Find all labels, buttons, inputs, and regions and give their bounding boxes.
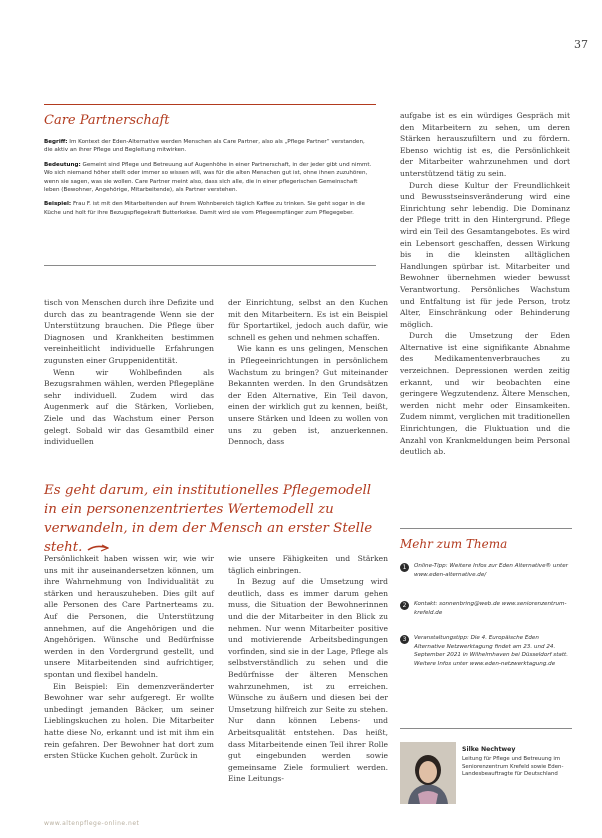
pullquote xyxy=(44,481,384,557)
glossary-entry-begriff: Begriff: Im Kontext der Eden-Alternative werden Menschen als Care Partner, also als „Pflege Partner“ verstanden, die aktiv an ihrer Pflege und Begleitung mitwirken. xyxy=(44,139,365,154)
sidebar-item-online-tipp xyxy=(400,562,570,579)
body-column-2 xyxy=(228,297,388,448)
pullquote-text: Es geht darum, ein institutionelles Pflegemodell in ein personenzentriertes Wertemodell zu verwandeln, in dem der Mensch an erster Stelle steht. xyxy=(44,483,373,555)
glossary-entry-bedeutung: Bedeutung: Gemeint sind Pflege und Betreuung auf Augenhöhe in einer Partnerschaft, in der jeder gibt und nimmt. Wo sich niemand höher stellt oder immer so wissen will, was für die alten Menschen gut ist, ohne ihnen zuzuhören, wenn sie sagen, was sie wollen. Care Partner meint also, dass sich alle, die in einer pflegerischen Gemeinschaft leben (Bewohner, Angehörige, Mitarbeitende), als Partner verstehen. xyxy=(44,161,372,194)
body-paragraph: Wenn wir Wohlbefinden als Bezugsrahmen wählen, werden Pflegepläne sehr individuell. Zudem wird das Augenmerk auf die Stärken, Vorlieben, Ziele und das Wachstum einer Person gelegt. Sobald wir das Gesamtbild einer individuellen xyxy=(44,367,214,447)
body-paragraph: tisch von Menschen durch ihre Defizite und durch das zu beantragende Wenn sie der Unterstützung brauchen. Die Pflege über Diagnosen und Krankheiten bestimmen vereinheitlicht individuelle Erfahrungen zugunsten einer Gruppenidentität. xyxy=(44,298,214,365)
author-role: Leitung für Pflege und Betreuung im Seniorenzentrum Krefeld sowie Eden-Landesbeauftragte für Deutschland xyxy=(462,756,564,778)
lower-column-1 xyxy=(44,553,214,762)
author-name: Silke Nechtwey xyxy=(462,746,516,753)
swoosh-icon xyxy=(87,543,109,553)
page-number: 37 xyxy=(574,38,588,51)
sidebar-item-text: Veranstaltungstipp: Die 4. Europäische Eden Alternative Netzwerktagung findet am 23. und 24. September 2021 in Wilhelmhaven bei Düsseldorf statt. Weitere Infos unter www.eden-netzwerktagung.de xyxy=(414,635,568,667)
footer-url: www.altenpflege-online.net xyxy=(44,820,140,827)
body-paragraph: der Einrichtung, selbst an den Kuchen mit den Mitarbeitern. Es ist ein Beispiel für Sportartikel, jedoch auch dafür, wie schnell es gehen und nehmen schaffen. xyxy=(228,298,388,342)
body-paragraph: Wie kann es uns gelingen, Menschen in Pflegeeinrichtungen in persönlichem Wachstum zu bringen? Gut miteinander Bekannten werden. In den Grundsätzen der Eden Alternative, Ein Teil davon, einen der wirklich gut zu kennen, beißt, unsere Stärken und Ideen zu wollen von uns zu geben ist, anzuerkennen. Dennoch, dass xyxy=(228,344,388,447)
portrait-icon xyxy=(400,742,456,804)
sidebar-item-text: Online-Tipp: Weitere Infos zur Eden Alternative® unter www.eden-alternative.de/ xyxy=(414,563,568,578)
body-paragraph: Durch die Umsetzung der Eden Alternative ist eine signifikante Abnahme des Medikamentenverbrauches zu verzeichnen. Depressionen werden zeitig erkannt, und wir beobachten eine geringere Wegzutendenz. Ältere Menschen, werden nicht mehr oder Einsamkeiten. Zudem nimmt, verglichen mit traditionellen Einrichtungen, die Fluktuation und die Anzahl von Krankmeldungen beim Personal deutlich ab. xyxy=(400,331,570,457)
number-badge-icon: 1 xyxy=(400,563,409,572)
care-box-top-rule xyxy=(44,104,376,105)
body-paragraph: Persönlichkeit haben wissen wir, wie wir uns mit ihr auseinandersetzen können, um ihre Wahrnehmung von Individualität zu stärken und herauszuheben. Dies gilt auf alle Personen des Care Partnerteams zu. Auf die Personen, die Unterstützung annehmen, auf die Angehörigen und die Angehörigen. Wünsche und Bedürfnisse werden in den Vordergrund gestellt, und unsere Mitarbeitenden sind aufrichtiger, spontan und flexibel handeln. xyxy=(44,554,214,679)
body-paragraph: In Bezug auf die Umsetzung wird deutlich, dass es immer darum gehen muss, die Situation der Bewohnerinnen und die der Mitarbeiter in den Blick zu nehmen. Nur wenn Mitarbeiter positive und motivierende Arbeitsbedingungen vorfinden, sind sie in der Lage, Pflege als selbstverständlich zu sehen und die Bedürfnisse der älteren Menschen wahrzunehmen, ist zu erreichen. Wünsche zu äußern und diesen bei der Umsetzung hilfreich zur Seite zu stehen. Nur dann können Lebens- und Arbeitsqualität entstehen. Das heißt, dass Mitarbeitende einen Teil ihrer Rolle gut eingebunden werden sowie gemeinsame Ziele formuliert werden. Eine Leitungs- xyxy=(228,577,388,784)
number-badge-icon: 2 xyxy=(400,601,409,610)
author-photo xyxy=(400,742,456,804)
sidebar-title: Mehr zum Thema xyxy=(400,537,508,551)
author-divider xyxy=(400,728,572,729)
sidebar-item-text: Kontakt: sonnenbring@web.de www.seniorenzentrum-krefeld.de xyxy=(414,601,567,616)
sidebar-item-veranstaltung xyxy=(400,634,570,668)
body-paragraph: wie unsere Fähigkeiten und Stärken täglich einbringen. xyxy=(228,554,388,575)
body-column-3 xyxy=(400,110,570,458)
body-paragraph: Ein Beispiel: Ein demenzveränderter Bewohner war sehr aufgeregt. Er wollte unbedingt jemanden Bäcker, um seiner Lieblingskuchen zu holen. Die Mitarbeiter hatte diese No, erkannt und ist mit ihm ein rein gefahren. Der Bewohner hat dort zum ersten Stücke Kuchen geholt. Zurück in xyxy=(44,681,214,761)
number-badge-icon: 3 xyxy=(400,635,409,644)
lower-column-2 xyxy=(228,553,388,785)
sidebar-item-kontakt xyxy=(400,600,570,617)
body-paragraph: aufgabe ist es ein würdiges Gespräch mit den Mitarbeitern zu sehen, um deren Stärken herauszufiltern und zu fördern. Ebenso wichtig ist es, die Persönlichkeit der Mitarbeiter wahrzunehmen und dort unterstützend tätig zu sein. xyxy=(400,111,570,178)
body-column-1 xyxy=(44,297,214,448)
glossary-entry-beispiel: Beispiel: Frau F. ist mit den Mitarbeitenden auf ihrem Wohnbereich täglich Kaffee zu trinken. Sie geht sogar in die Küche und holt für ihre Bezugspflegekraft Butterkekse. Damit wird sie vom Pflegeempfänger zum Pflegegeber. xyxy=(44,201,365,216)
care-box-bottom-rule xyxy=(44,265,376,266)
sidebar-top-rule xyxy=(400,528,572,529)
care-box-title: Care Partnerschaft xyxy=(44,113,170,128)
body-paragraph: Durch diese Kultur der Freundlichkeit und Bewusstseinsveränderung wird eine Einrichtung sehr lebendig. Die Dominanz der Pflege tritt in den Hintergrund. Pflege wird ein Teil des Gesamtangebotes. Es wird ein Lebensort geschaffen, dessen Wirkung bis in die kleinsten alltäglichen Handlungen spürbar ist. Mitarbeiter und Bewohner übernehmen wieder bewusst Verantwortung. Persönliches Wachstum und Entfaltung ist für jede Person, trotz Alter, Einschränkung oder Behinderung möglich. xyxy=(400,180,570,329)
care-box-glossary xyxy=(44,138,374,223)
